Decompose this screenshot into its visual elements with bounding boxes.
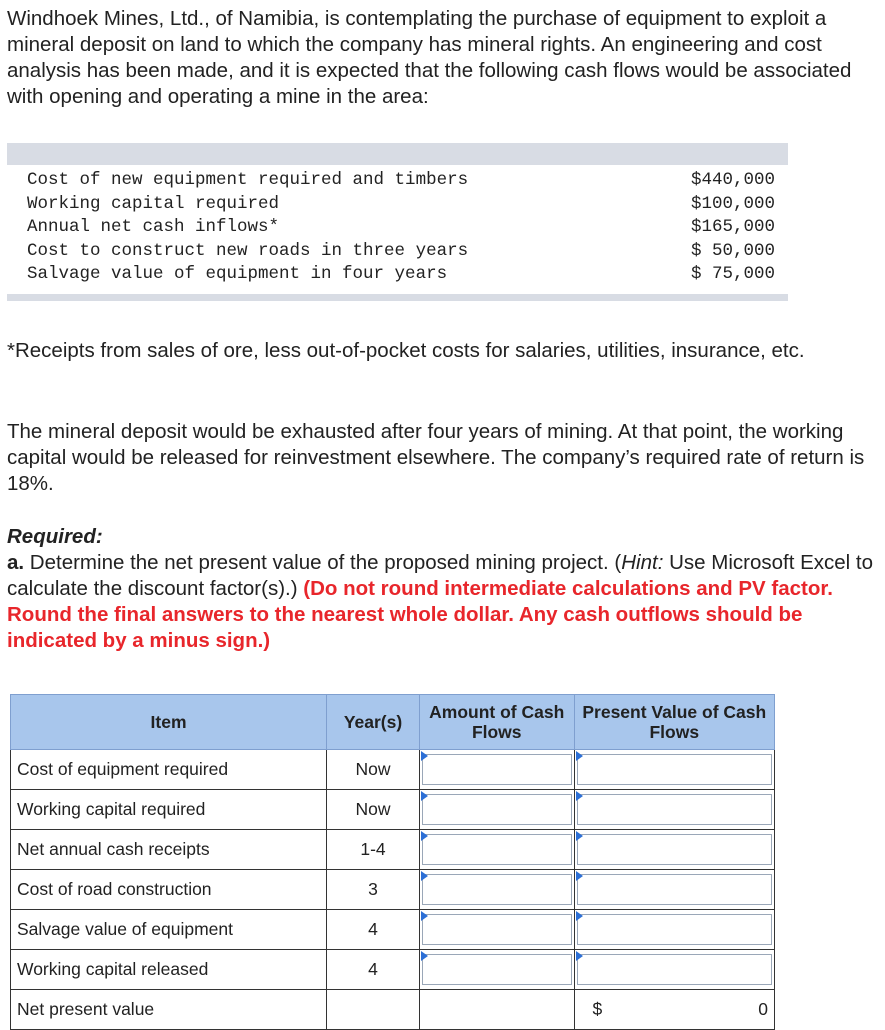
npv-value: 0 — [758, 999, 768, 1019]
cash-flow-amount: $165,000 — [690, 217, 775, 237]
cash-flow-row — [27, 216, 775, 240]
part-a-hint-text: Use Microsoft Excel to calculate the discount factor(s).) — [7, 551, 874, 600]
row-year: Now — [327, 750, 420, 790]
cash-flow-amount: $ 75,000 — [690, 264, 775, 284]
required-heading: Required: — [7, 525, 103, 548]
cash-flow-box-top-bar — [7, 143, 788, 165]
row-year: 4 — [327, 910, 420, 950]
table-row — [11, 950, 775, 990]
header-present-value: Present Value of Cash Flows — [574, 695, 774, 750]
cash-flow-box-bottom-bar — [7, 294, 788, 301]
cash-flow-amount: $440,000 — [690, 170, 775, 190]
cash-flow-label: Working capital required — [27, 193, 280, 214]
row-item: Salvage value of equipment — [11, 910, 327, 950]
amount-cell — [419, 830, 574, 870]
amount-cell — [419, 950, 574, 990]
table-row — [11, 830, 775, 870]
table-row — [11, 870, 775, 910]
amount-cell — [419, 870, 574, 910]
required-part-a — [7, 550, 879, 654]
part-label: a. — [7, 551, 25, 574]
input-marker-icon — [421, 911, 428, 921]
table-row — [11, 750, 775, 790]
row-year: 3 — [327, 870, 420, 910]
table-row — [11, 790, 775, 830]
amount-cell — [419, 750, 574, 790]
pv-input[interactable] — [577, 834, 772, 865]
part-a-text: Determine the net present value of the proposed mining project. ( — [24, 551, 622, 574]
amount-input[interactable] — [422, 834, 572, 865]
problem-intro: Windhoek Mines, Ltd., of Namibia, is contemplating the purchase of equipment to exploit a mineral deposit on land to which the company has mineral rights. An engineering and cost analysis has been made, and it is expected that the following cash flows would be associated with opening and operating a mine in the area: — [7, 7, 852, 108]
cash-flow-data-box — [7, 143, 788, 301]
input-marker-icon — [421, 791, 428, 801]
pv-input[interactable] — [577, 754, 772, 785]
row-year: Now — [327, 790, 420, 830]
input-marker-icon — [421, 871, 428, 881]
row-item: Working capital released — [11, 950, 327, 990]
cash-flow-row — [27, 193, 775, 217]
pv-input[interactable] — [577, 914, 772, 945]
row-item: Net annual cash receipts — [11, 830, 327, 870]
pv-cell — [574, 790, 774, 830]
row-year: 4 — [327, 950, 420, 990]
table-row — [11, 910, 775, 950]
pv-cell — [574, 750, 774, 790]
table-header-row — [11, 695, 775, 750]
input-marker-icon — [576, 751, 583, 761]
input-marker-icon — [576, 831, 583, 841]
amount-cell — [419, 790, 574, 830]
pv-cell — [574, 830, 774, 870]
row-item: Cost of equipment required — [11, 750, 327, 790]
input-marker-icon — [421, 751, 428, 761]
cash-flow-row — [27, 240, 775, 264]
row-year: 1-4 — [327, 830, 420, 870]
cash-flow-list — [27, 169, 775, 287]
input-marker-icon — [576, 951, 583, 961]
hint-label: Hint: — [621, 551, 664, 574]
deposit-paragraph: The mineral deposit would be exhausted after four years of mining. At that point, the working capital would be released for reinvestment elsewhere. The company’s required rate of return is 18%. — [7, 420, 865, 495]
pv-input[interactable] — [577, 794, 772, 825]
footnote: *Receipts from sales of ore, less out-of-pocket costs for salaries, utilities, insurance, etc. — [7, 339, 805, 362]
header-item: Item — [11, 695, 327, 750]
pv-cell — [574, 910, 774, 950]
npv-label: Net present value — [11, 990, 327, 1030]
amount-input[interactable] — [422, 874, 572, 905]
cash-flow-amount: $ 50,000 — [690, 240, 775, 261]
amount-input[interactable] — [422, 914, 572, 945]
pv-input[interactable] — [577, 874, 772, 905]
pv-input[interactable] — [577, 954, 772, 985]
cash-flow-label: Cost to construct new roads in three years — [27, 240, 469, 261]
npv-answer-table — [10, 694, 775, 1030]
input-marker-icon — [576, 791, 583, 801]
header-amount: Amount of Cash Flows — [419, 695, 574, 750]
pv-cell — [574, 950, 774, 990]
amount-input[interactable] — [422, 954, 572, 985]
cash-flow-label: Annual net cash inflows* — [27, 217, 280, 237]
npv-currency: $ — [592, 999, 603, 1019]
cash-flow-row — [27, 263, 775, 287]
cash-flow-label: Cost of new equipment required and timbers — [27, 170, 469, 190]
rounding-instructions: (Do not round intermediate calculations and PV factor. Round the final answers to the nearest whole dollar. Any cash outflows should be indicated by a minus sign.) — [7, 577, 833, 652]
input-marker-icon — [576, 911, 583, 921]
cash-flow-amount: $100,000 — [690, 193, 775, 214]
amount-input[interactable] — [422, 754, 572, 785]
input-marker-icon — [421, 951, 428, 961]
row-item: Cost of road construction — [11, 870, 327, 910]
cash-flow-label: Salvage value of equipment in four years — [27, 264, 448, 284]
header-years: Year(s) — [327, 695, 420, 750]
row-item: Working capital required — [11, 790, 327, 830]
amount-cell — [419, 910, 574, 950]
pv-cell — [574, 870, 774, 910]
input-marker-icon — [576, 871, 583, 881]
amount-input[interactable] — [422, 794, 572, 825]
cash-flow-row — [27, 169, 775, 193]
npv-value-box — [575, 992, 774, 1027]
input-marker-icon — [421, 831, 428, 841]
